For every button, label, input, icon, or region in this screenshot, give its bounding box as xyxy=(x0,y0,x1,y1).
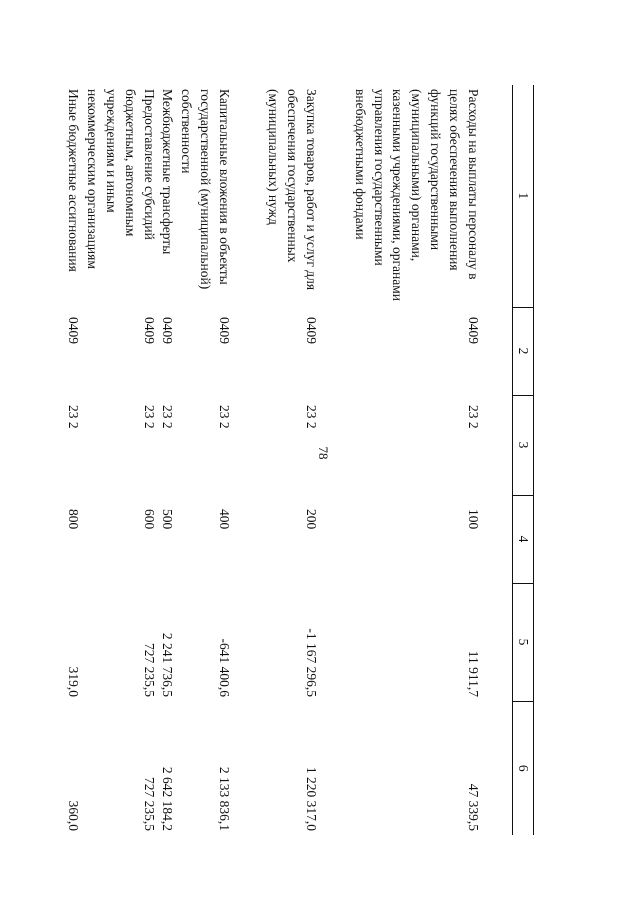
cell-program-code: 23 2 xyxy=(466,405,481,429)
cell-change-amount: 727 235,5 xyxy=(141,643,157,697)
table-row xyxy=(63,85,82,835)
cell-change-amount: -641 400,6 xyxy=(217,638,233,697)
rotated-table-region xyxy=(65,73,550,833)
row-name: Капитальные вложения в объекты государственной (муниципальной) собственности xyxy=(179,89,233,290)
table-row xyxy=(263,85,320,835)
budget-table xyxy=(63,85,534,835)
table-row xyxy=(82,85,158,835)
cell-total-amount: 2 642 184,2 xyxy=(160,766,176,831)
cell-expense-type: 400 xyxy=(217,509,233,530)
column-header-6: 6 xyxy=(513,701,534,835)
cell-expense-type: 200 xyxy=(303,509,319,530)
cell-total-amount: 2 133 836,1 xyxy=(217,766,233,831)
row-name: Межбюджетные трансферты xyxy=(160,89,176,255)
cell-expense-type: 500 xyxy=(160,509,176,530)
cell-section-code: 0409 xyxy=(65,317,81,344)
column-header-1: 1 xyxy=(513,85,534,307)
cell-program-code: 23 2 xyxy=(217,405,233,429)
row-name: Иные бюджетные ассигнования xyxy=(65,89,81,272)
cell-expense-type: 100 xyxy=(466,509,481,530)
page-number: 78 xyxy=(316,446,331,460)
cell-change-amount: 319,0 xyxy=(65,666,81,697)
column-header-2: 2 xyxy=(513,307,534,395)
column-header-5: 5 xyxy=(513,583,534,701)
cell-section-code: 0409 xyxy=(141,317,157,344)
row-name: Предоставление субсидий бюджетным, автономным учреждениям и иным некоммерческим организациям xyxy=(84,89,157,269)
cell-program-code: 23 2 xyxy=(160,405,176,429)
cell-section-code: 0409 xyxy=(160,317,176,344)
cell-change-amount: -1 167 296,5 xyxy=(303,628,319,697)
cell-section-code: 0409 xyxy=(466,317,481,344)
row-name: Расходы на выплаты персоналу в целях обеспечения выполнения функций государственными (муниципальными) органами, казенными учреждениями, органами управления государственными внебюджетными фондами xyxy=(352,89,481,301)
header-row xyxy=(513,85,534,835)
cell-program-code: 23 2 xyxy=(141,405,157,429)
row-name: Закупка товаров, работ и услуг для обеспечения государственных (муниципальных) нужд xyxy=(265,89,319,291)
cell-change-amount: 11 911,7 xyxy=(466,650,481,697)
cell-program-code: 23 2 xyxy=(303,405,319,429)
table-row xyxy=(158,85,177,835)
cell-program-code: 23 2 xyxy=(65,405,81,429)
cell-expense-type: 800 xyxy=(65,509,81,530)
cell-total-amount: 360,0 xyxy=(65,800,81,831)
table-row xyxy=(350,85,482,835)
cell-total-amount: 727 235,5 xyxy=(141,777,157,831)
column-header-3: 3 xyxy=(513,395,534,495)
cell-change-amount: 2 241 736,5 xyxy=(160,632,176,697)
cell-section-code: 0409 xyxy=(217,317,233,344)
column-header-4: 4 xyxy=(513,495,534,583)
cell-expense-type: 600 xyxy=(141,509,157,530)
cell-section-code: 0409 xyxy=(303,317,319,344)
cell-total-amount: 1 220 317,0 xyxy=(303,766,319,831)
table-row xyxy=(176,85,233,835)
cell-total-amount: 47 339,5 xyxy=(466,783,481,831)
